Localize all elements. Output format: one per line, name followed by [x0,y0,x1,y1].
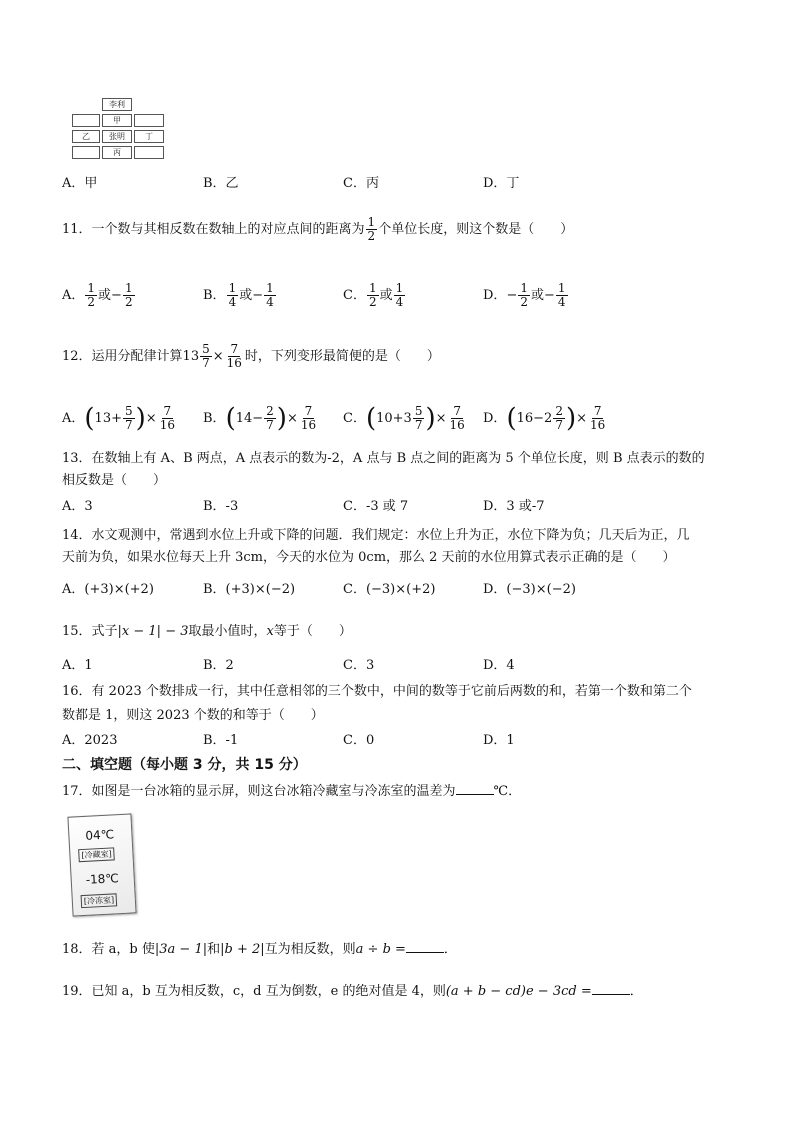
q18-stem: 18．若 a，b 使|3a − 1|和|b + 2|互为相反数，则a ÷ b = ． [62,942,457,957]
q11-option-a[interactable]: A． $\frac{1}{2}$ 或− $\frac{1}{2}$ [62,281,133,309]
q11-option-c[interactable]: C． $\frac{1}{2}$ 或 $\frac{1}{4}$ [343,281,404,309]
q14-option-a[interactable]: A．(+3)×(+2) [62,582,154,597]
grid-row1-center: 甲 [102,114,132,127]
grid-row2-left: 乙 [72,130,100,143]
q18-answer-blank[interactable] [406,940,444,953]
q13-stem-line2: 相反数是（ ） [62,473,167,488]
grid-row1-right [134,114,164,127]
q17-answer-blank[interactable] [456,782,494,795]
q16-option-b[interactable]: B．-1 [203,733,239,748]
q14-option-d[interactable]: D．(−3)×(−2) [483,582,576,597]
q16-stem-line2: 数都是 1，则这 2023 个数的和等于（ ） [62,708,324,723]
grid-row2-center: 张明 [102,130,132,143]
q12-stem: 12．运用分配律计算13 $\frac{5}{7}$ × $\frac{7}{16}$ 时，下列变形最简便的是（ ） [62,342,440,370]
fridge-bottom-temp: -18℃ [85,871,120,887]
grid-row3-center: 丙 [102,146,132,159]
q19-stem: 19．已知 a，b 互为相反数，c，d 互为倒数，e 的绝对值是 4，则(a + b − cd)e − 3cd = ． [62,984,643,999]
q10-option-a[interactable]: A．甲 [62,176,98,191]
q10-option-c[interactable]: C．丙 [343,176,379,191]
fridge-display-image [67,813,136,916]
q14-stem-line1: 14．水文观测中，常遇到水位上升或下降的问题．我们规定：水位上升为正，水位下降为负；几天后为正，几 [62,528,690,543]
q15-option-a[interactable]: A．1 [62,658,93,673]
q15-option-c[interactable]: C．3 [343,658,375,673]
q11-option-d[interactable]: D．− $\frac{1}{2}$ 或− $\frac{1}{4}$ [483,281,566,309]
fridge-top-label: [冷藏室] [78,847,115,862]
q12-option-c[interactable]: C．(10+3 $\frac{5}{7}$ )× $\frac{7}{16}$ [343,403,465,434]
grid-row3-left [72,146,100,159]
q12-option-a[interactable]: A．(13+ $\frac{5}{7}$ )× $\frac{7}{16}$ [62,403,175,434]
q15-option-b[interactable]: B．2 [203,658,234,673]
q11-fraction: $\frac{1}{2}$ [367,215,376,243]
q16-option-d[interactable]: D．1 [483,733,515,748]
q14-stem-line2: 天前为负，如果水位每天上升 3cm，今天的水位为 0cm，那么 2 天前的水位用算式表示正确的是（ ） [62,550,676,565]
q11-stem: 11．一个数与其相反数在数轴上的对应点间的距离为 $\frac{1}{2}$ 个单位长度，则这个数是（ ） [62,215,574,243]
q17-stem: 17．如图是一台冰箱的显示屏，则这台冰箱冷藏室与冷冻室的温差为 ℃． [62,784,522,799]
q15-option-d[interactable]: D．4 [483,658,515,673]
grid-top-cell: 李利 [102,98,132,111]
q13-option-a[interactable]: A．3 [62,499,93,514]
q11-option-b[interactable]: B． $\frac{1}{4}$ 或− $\frac{1}{4}$ [203,281,274,309]
grid-row2-right: 丁 [134,130,164,143]
q14-option-c[interactable]: C．(−3)×(+2) [343,582,436,597]
q13-option-d[interactable]: D．3 或-7 [483,499,545,514]
q16-stem-line1: 16．有 2023 个数排成一行，其中任意相邻的三个数中，中间的数等于它前后两数的和，若第一个数和第二个 [62,684,692,699]
q13-option-b[interactable]: B．-3 [203,499,239,514]
q12-option-d[interactable]: D．(16−2 $\frac{2}{7}$ )× $\frac{7}{16}$ [483,403,606,434]
q12-option-b[interactable]: B．(14− $\frac{2}{7}$ )× $\frac{7}{16}$ [203,403,317,434]
section-fill-in-heading: 二、填空题（每小题 3 分，共 15 分） [62,757,307,773]
q19-answer-blank[interactable] [592,982,630,995]
fridge-top-temp: 04℃ [85,827,115,843]
q16-option-a[interactable]: A．2023 [62,733,118,748]
q10-option-b[interactable]: B．乙 [203,176,239,191]
grid-row1-left [72,114,100,127]
q10-option-d[interactable]: D．丁 [483,176,520,191]
q13-option-c[interactable]: C．-3 或 7 [343,499,409,514]
q15-stem: 15．式子|x − 1| − 3取最小值时，x等于（ ） [62,624,352,639]
q14-option-b[interactable]: B．(+3)×(−2) [203,582,296,597]
fridge-bottom-label: [冷冻室] [81,893,118,908]
grid-row3-right [134,146,164,159]
q16-option-c[interactable]: C．0 [343,733,375,748]
q13-stem-line1: 13．在数轴上有 A、B 两点，A 点表示的数为-2，A 点与 B 点之间的距离为 5 个单位长度，则 B 点表示的数的 [62,451,705,466]
